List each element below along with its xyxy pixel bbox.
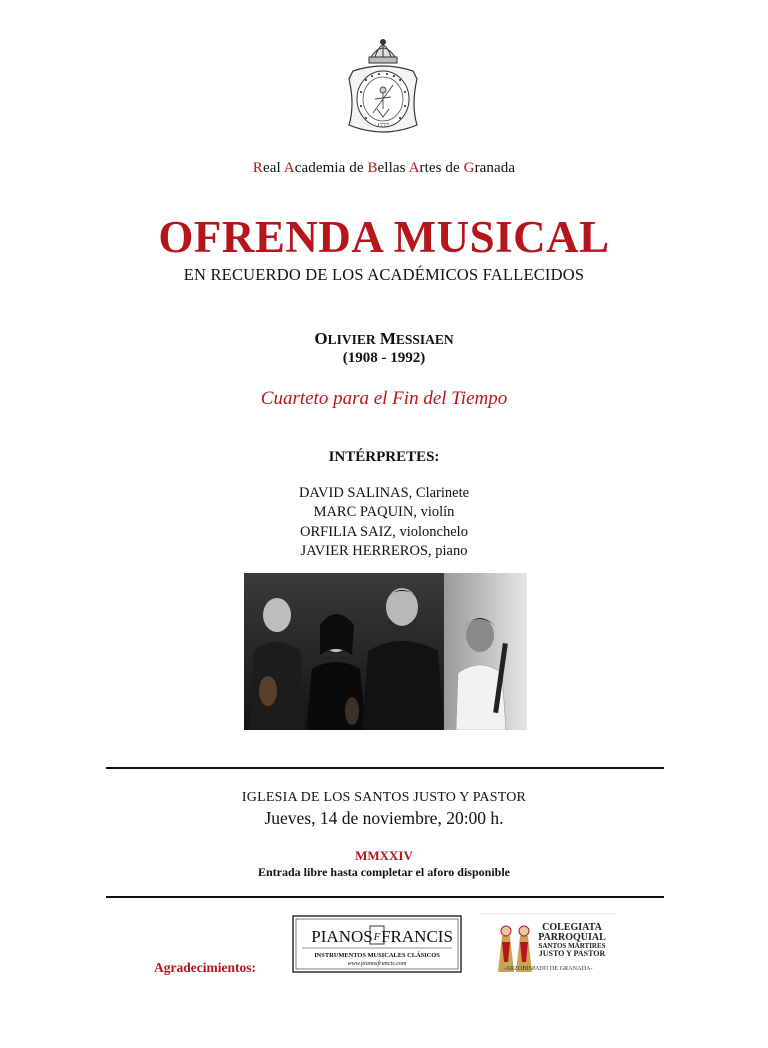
event-subtitle: EN RECUERDO DE LOS ACADÉMICOS FALLECIDOS (183, 265, 585, 284)
performer-item: ORFILIA SAIZ, violonchelo (300, 523, 468, 540)
academy-name-initial: R (252, 160, 263, 176)
composer-last-rest: ESSIAEN (395, 332, 454, 347)
event-datetime: Jueves, 14 de noviembre, 20:00 h. (264, 808, 504, 828)
academy-name-initial: G (463, 160, 475, 176)
academy-seal-logo (345, 35, 421, 141)
pianos-website: www.pianosfrancis.com (347, 960, 407, 967)
academy-name-part: ellas (377, 160, 409, 176)
venue: IGLESIA DE LOS SANTOS JUSTO Y PASTOR (241, 790, 527, 805)
pianos-tagline: INSTRUMENTOS MUSICALES CLÁSICOS (314, 952, 440, 959)
colegiata-line1: COLEGIATA (542, 922, 602, 933)
entry-note: Entrada libre hasta completar el aforo disponible (257, 865, 510, 879)
academy-name-initial: B (367, 160, 378, 176)
academy-name-part: ranada (474, 160, 516, 176)
academy-name-part: eal (262, 160, 284, 176)
event-title: OFRENDA MUSICAL (158, 212, 610, 262)
performer-item: MARC PAQUIN, violín (313, 504, 455, 521)
colegiata-line2: PARROQUIAL (538, 932, 606, 943)
event-year: MMXXIV (355, 848, 413, 863)
composer-last-initial: M (379, 329, 396, 348)
svg-text:F: F (373, 931, 381, 943)
composer-dates: (1908 - 1992) (342, 350, 426, 366)
academy-name-part: cademia de (294, 160, 368, 176)
performers-list (0, 484, 768, 561)
divider (106, 896, 664, 898)
pianos-brand-right: FRANCIS (381, 927, 453, 946)
colegiata-line3: SANTOS MÁRTIRES (538, 942, 606, 950)
academy-name-initial: A (408, 160, 420, 176)
divider (106, 767, 664, 769)
composer-first-initial: O (314, 329, 328, 348)
performers-photo (244, 573, 527, 730)
colegiata-line4: JUSTO Y PASTOR (538, 949, 606, 958)
pianos-francis-logo (292, 915, 462, 973)
academy-name-part: rtes de (419, 160, 464, 176)
colegiata-logo (480, 912, 616, 982)
academy-name-initial: A (283, 160, 295, 176)
performers-heading: INTÉRPRETES: (328, 449, 440, 465)
performer-item: JAVIER HERREROS, piano (300, 542, 468, 559)
colegiata-line5: -ARZOBISPADO DE GRANADA- (503, 965, 593, 972)
work-title: Cuarteto para el Fin del Tiempo (260, 388, 508, 409)
academy-name (0, 160, 768, 177)
composer-name (0, 329, 768, 349)
seal-year: 1777 (377, 123, 389, 129)
thanks-label: Agradecimientos: (154, 960, 256, 975)
pianos-brand-left: PIANOS (311, 927, 373, 946)
performer-item: DAVID SALINAS, Clarinete (298, 485, 470, 501)
composer-first-rest: LIVIER (327, 332, 376, 347)
